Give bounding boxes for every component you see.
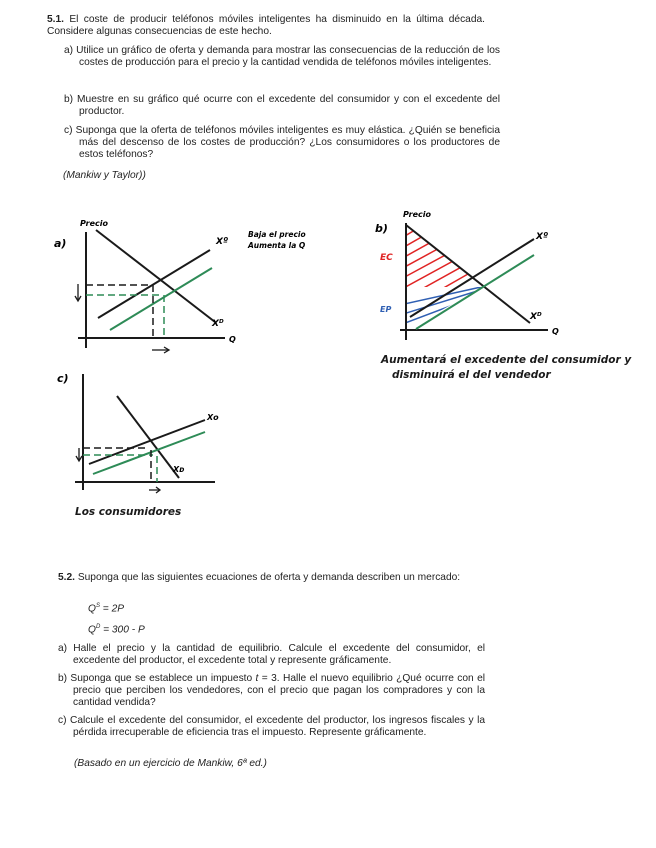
graph-a-supply-curve [98,250,210,318]
graph-c-demand-curve [117,396,179,478]
exercise-number: 5.1. [47,14,64,25]
graph-a-price-axis-label: Precio [80,219,108,228]
exercise-intro-text: El coste de producir teléfonos móviles inteligentes ha disminuido en la última década. Considere algunas consecuencias de este hecho. [47,14,485,38]
graph-c-supply-label: Xo [207,413,219,422]
graph-b-supply-label: Xº [536,232,549,242]
exercise-5-2-source: (Basado en un ejercicio de Mankiw, 6ª ed.) [74,758,267,769]
exercise-5-1-item-b: b) Muestre en su gráfico qué ocurre con el excedente del consumidor y con el excedente del productor. [64,94,500,118]
graph-c-conclusion: Los consumidores [75,506,182,518]
graph-b-cs-label: EC [380,253,393,263]
demand-equation: $Q^D = 300 - P$ [88,624,145,636]
supply-equation: $Q^S = 2P$ [88,603,125,615]
graph-b-demand-label: Xᴰ [530,312,542,322]
exercise-5-1-item-c: c) Suponga que la oferta de teléfonos móviles inteligentes es muy elástica. ¿Quién se beneficia más del descenso de los costes de producción? ¿Los consumidores o los productores de estos teléfonos? [64,125,500,161]
graph-c-label: c) [57,372,69,385]
graph-b-q-label: Q [552,327,559,336]
graph-a [40,210,306,360]
graph-b-new-supply-curve [416,255,534,329]
graph-c-supply-curve [89,420,205,464]
graph-b-price-axis-label: Precio [403,210,431,219]
exercise-intro-text: Suponga que las siguientes ecuaciones de oferta y demanda describen un mercado: [77,572,461,583]
graph-a-supply-label: Xº [216,237,229,247]
exercise-5-2-intro [58,572,470,584]
graph-a-q-label: Q [229,335,236,344]
graph-b-label: b) [375,222,388,235]
graph-b-conclusion-line1: Aumentará el excedente del consumidor y [381,354,632,366]
graph-a-note-price: Baja el precio [248,230,306,239]
graph-b-conclusion-line2: disminuirá el del vendedor [392,369,551,381]
exercise-5-2-item-b: b) Suponga que se establece un impuesto t = 3. Halle el nuevo equilibrio ¿Qué ocurre con el precio que perciben los vendedores, con el precio que pagan los compradores y con la cantidad vendida? [58,673,486,709]
graph-b-ps-label: EP [380,305,392,314]
graph-a-demand-label: Xᴰ [212,319,224,329]
graph-a-label: a) [54,237,67,250]
graph-a-note-quantity: Aumenta la Q [248,241,306,250]
graph-b [370,205,570,350]
graph-a-new-supply-curve [110,268,212,330]
exercise-5-1-source: (Mankiw y Taylor)) [63,170,146,181]
graph-c-demand-label: Xᴅ [173,465,185,474]
exercise-5-2-item-a: a) Halle el precio y la cantidad de equilibrio. Calcule el excedente del consumidor, el excedente del productor, el excedente total y represente gráficamente. [58,643,485,667]
exercise-5-2-item-c: c) Calcule el excedente del consumidor, el excedente del productor, los ingresos fiscales y la pérdida irrecuperable de eficiencia tras el impuesto. Represente gráficamente. [58,715,485,739]
exercise-5-1-intro [47,14,485,38]
graph-b-supply-curve [410,239,534,317]
graph-c [55,368,235,498]
exercise-5-1-item-a: a) Utilice un gráfico de oferta y demanda para mostrar las consecuencias de la reducción de los costes de producción para el precio y la cantidad vendida de teléfonos móviles inteligentes. [64,45,500,69]
exercise-number: 5.2. [58,572,75,583]
